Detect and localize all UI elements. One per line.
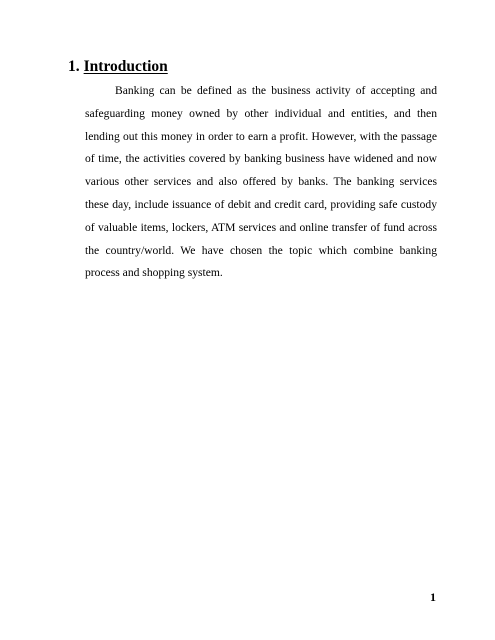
intro-paragraph: Banking can be defined as the business activity of accepting and safeguarding money owned by other individual and entities, and then lending out this money in order to earn a profit. However, with the passage of time, the activities covered by banking business have widened and now various other services and also offered by banks. The banking services these day, include issuance of debit and credit card, providing safe custody of valuable items, lockers, ATM services and online transfer of fund across the country/world. We have chosen the topic which combine banking process and shopping system.	[85, 84, 437, 280]
section-heading	[68, 57, 168, 77]
section-number: 1.	[68, 58, 80, 75]
page-number: 1	[430, 590, 436, 604]
section-title: Introduction	[83, 58, 168, 75]
